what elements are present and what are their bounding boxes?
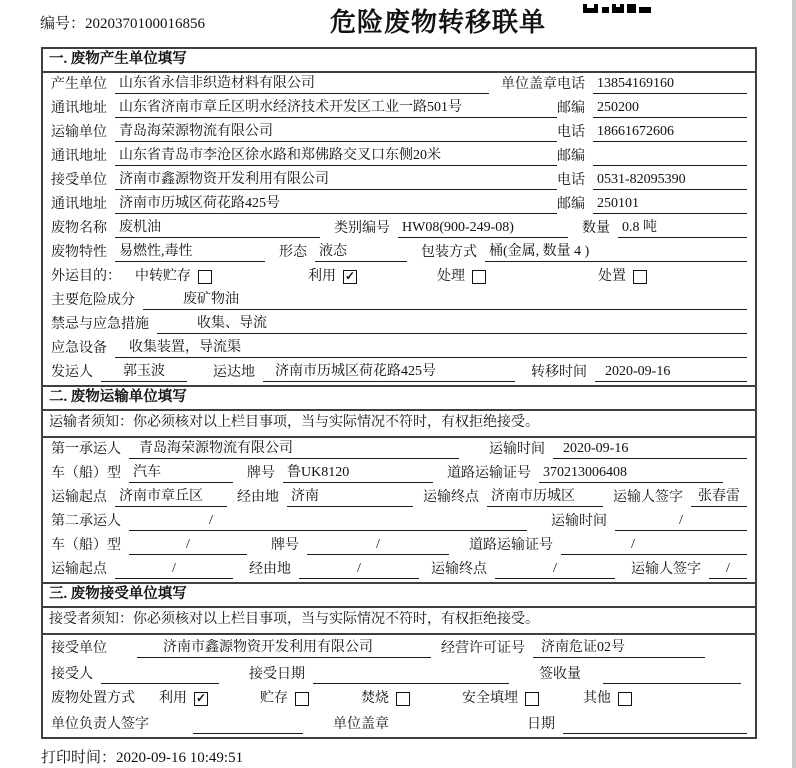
doc-number <box>40 12 205 33</box>
carrier2-vehicle-label: 车（船）型 <box>51 538 121 553</box>
section1-header: 一. 废物产生单位填写 <box>43 49 755 73</box>
row-equipment <box>43 337 755 361</box>
taboo-label: 禁忌与应急措施 <box>51 317 149 332</box>
waste-name-label: 废物名称 <box>51 221 107 236</box>
purpose-treat-checkbox <box>472 270 486 284</box>
disposal-burn-checkbox <box>396 692 410 706</box>
carrier1-sign-value: 张春雷 <box>691 488 747 507</box>
disposal-use-checkbox: ✓ <box>195 692 207 705</box>
section3-notice: 接受者须知：你必须核对以上栏目事项，当与实际情况不符时，有权拒绝接受。 <box>43 608 755 635</box>
receiver-zip-label: 邮编 <box>557 197 585 212</box>
carrier2-license-value: / <box>561 536 747 555</box>
disposal-other-checkbox <box>618 692 632 706</box>
purpose-transfer-label: 中转贮存 <box>135 269 191 284</box>
carrier2-end-value: / <box>495 560 615 579</box>
equipment-value: 收集装置，导流渠 <box>115 339 747 358</box>
carrier1-plate-value: 鲁UK8120 <box>283 464 433 483</box>
carrier1-via-label: 经由地 <box>237 490 279 505</box>
row-producer <box>43 73 755 97</box>
purpose-use-label: 利用 <box>308 269 336 284</box>
row-hazard <box>43 289 755 313</box>
category-label: 类别编号 <box>334 221 390 236</box>
carrier1-vehicle-value: 汽车 <box>129 464 233 483</box>
shipper-label: 发运人 <box>51 365 93 380</box>
form-value: 液态 <box>315 243 407 262</box>
carrier2-sign-value: / <box>709 560 747 579</box>
receiver-label: 接受单位 <box>51 173 107 188</box>
dest-value: 济南市历城区荷花路425号 <box>263 363 515 382</box>
carrier2-via-label: 经由地 <box>249 562 291 577</box>
carrier1-time-label: 运输时间 <box>489 442 545 457</box>
disposal-store-label: 贮存 <box>260 691 288 706</box>
carrier1-plate-label: 牌号 <box>247 466 275 481</box>
row-waste-trait <box>43 241 755 265</box>
carrier1-origin-value: 济南市章丘区 <box>115 488 227 507</box>
disposal-landfill-checkbox <box>525 692 539 706</box>
producer-seal-label: 单位盖章 <box>501 77 557 92</box>
doc-number-value: 2020370100016856 <box>85 16 206 32</box>
receiver-phone-label: 电话 <box>557 173 585 188</box>
section3-header: 三. 废物接受单位填写 <box>43 582 755 608</box>
producer-phone-label: 电话 <box>557 77 585 92</box>
receiver-value: 济南市鑫源物资开发利用有限公司 <box>115 171 557 190</box>
transporter-label: 运输单位 <box>51 125 107 140</box>
accept-date-label: 接受日期 <box>249 667 305 682</box>
transporter-phone-value: 18661672606 <box>593 123 747 142</box>
row-transporter <box>43 121 755 145</box>
purpose-option-transfer <box>135 268 212 286</box>
taboo-value: 收集、导流 <box>157 315 747 334</box>
receiver-zip-value: 250101 <box>593 195 747 214</box>
permit-value: 济南危证02号 <box>533 639 705 658</box>
row-accept-unit <box>43 635 755 661</box>
packing-value: 桶(金属, 数量 4 ) <box>485 243 747 262</box>
row-carrier1-route <box>43 486 755 510</box>
accept-unit-label: 接受单位 <box>51 641 107 656</box>
transporter-zip-label: 邮编 <box>557 149 585 164</box>
shipper-value: 郭玉波 <box>101 363 187 382</box>
receiver-addr-value: 济南市历城区荷花路425号 <box>115 195 557 214</box>
disposal-other-label: 其他 <box>583 691 611 706</box>
carrier1-time-value: 2020-09-16 <box>553 440 747 459</box>
carrier1-license-label: 道路运输证号 <box>447 466 531 481</box>
carrier2-sign-label: 运输人签字 <box>631 562 701 577</box>
received-qty-label: 签收量 <box>539 667 581 682</box>
disposal-option-store <box>260 690 309 708</box>
quantity-label: 数量 <box>582 221 610 236</box>
carrier2-origin-value: / <box>115 560 233 579</box>
carrier1-vehicle-label: 车（船）型 <box>51 466 121 481</box>
row-carrier2-route <box>43 558 755 582</box>
disposal-store-checkbox <box>295 692 309 706</box>
manifest-form <box>41 47 757 739</box>
page-title: 危险废物转移联单 <box>330 8 547 37</box>
row-receiver-address <box>43 193 755 217</box>
row-disposal <box>43 687 755 711</box>
carrier2-plate-value: / <box>307 536 449 555</box>
dest-label: 运达地 <box>213 365 255 380</box>
producer-zip-label: 邮编 <box>557 101 585 116</box>
transfer-time-label: 转移时间 <box>531 365 587 380</box>
qr-code-fragment <box>583 0 653 18</box>
carrier2-origin-label: 运输起点 <box>51 562 107 577</box>
print-time-label: 打印时间： <box>41 750 117 766</box>
equipment-label: 应急设备 <box>51 341 107 356</box>
purpose-dispose-checkbox <box>633 270 647 284</box>
disposal-option-use <box>159 690 208 708</box>
unit-seal-label: 单位盖章 <box>333 717 389 732</box>
acceptor-label: 接受人 <box>51 667 93 682</box>
section2-header: 二. 废物运输单位填写 <box>43 385 755 411</box>
carrier2-label: 第二承运人 <box>51 514 121 529</box>
hazard-label: 主要危险成分 <box>51 293 135 308</box>
carrier2-time-value: / <box>615 512 747 531</box>
transporter-addr-value: 山东省青岛市李沧区徐水路和郑佛路交叉口东侧20米 <box>115 147 557 166</box>
row-waste-name <box>43 217 755 241</box>
quantity-value: 0.8 吨 <box>618 219 747 238</box>
hazard-value: 废矿物油 <box>143 291 747 310</box>
transporter-addr-label: 通讯地址 <box>51 149 107 164</box>
producer-phone-value: 13854169160 <box>593 75 747 94</box>
page-edge-strip <box>792 0 796 768</box>
row-taboo <box>43 313 755 337</box>
producer-value: 山东省永信非织造材料有限公司 <box>115 75 489 94</box>
carrier2-plate-label: 牌号 <box>271 538 299 553</box>
print-time-value: 2020-09-16 10:49:51 <box>116 750 244 766</box>
carrier1-origin-label: 运输起点 <box>51 490 107 505</box>
row-carrier1-vehicle <box>43 462 755 486</box>
disposal-label: 废物处置方式 <box>51 691 135 706</box>
accept-date-value <box>313 666 509 684</box>
received-qty-value <box>603 666 741 684</box>
row-receiver <box>43 169 755 193</box>
disposal-option-other <box>583 690 632 708</box>
carrier1-value: 青岛海荣源物流有限公司 <box>129 440 459 459</box>
carrier2-vehicle-value: / <box>129 536 247 555</box>
transporter-zip-value <box>593 148 747 166</box>
purpose-transfer-checkbox <box>198 270 212 284</box>
head-sign-value <box>193 716 303 734</box>
print-time <box>41 746 243 767</box>
disposal-use-label: 利用 <box>159 691 187 706</box>
purpose-option-use <box>308 268 357 286</box>
receiver-phone-value: 0531-82095390 <box>593 171 747 190</box>
accept-unit-value: 济南市鑫源物资开发利用有限公司 <box>137 639 431 658</box>
acceptor-value <box>101 666 219 684</box>
disposal-option-burn <box>361 690 410 708</box>
row-acceptor <box>43 661 755 687</box>
row-producer-address <box>43 97 755 121</box>
purpose-treat-label: 处理 <box>437 269 465 284</box>
carrier1-via-value: 济南 <box>287 488 413 507</box>
packing-label: 包装方式 <box>421 245 477 260</box>
purpose-option-treat <box>437 268 486 286</box>
purpose-label: 外运目的： <box>51 269 121 284</box>
carrier1-end-label: 运输终点 <box>423 490 479 505</box>
transporter-phone-label: 电话 <box>557 125 585 140</box>
waste-name-value: 废机油 <box>115 219 320 238</box>
doc-number-label: 编号： <box>40 16 86 32</box>
carrier1-end-value: 济南市历城区 <box>487 488 603 507</box>
transporter-value: 青岛海荣源物流有限公司 <box>115 123 557 142</box>
trait-label: 废物特性 <box>51 245 107 260</box>
purpose-option-dispose <box>598 268 647 286</box>
disposal-landfill-label: 安全填埋 <box>462 691 518 706</box>
carrier1-label: 第一承运人 <box>51 442 121 457</box>
row-purpose <box>43 265 755 289</box>
disposal-burn-label: 焚烧 <box>361 691 389 706</box>
head-sign-label: 单位负责人签字 <box>51 717 149 732</box>
carrier2-end-label: 运输终点 <box>431 562 487 577</box>
carrier2-time-label: 运输时间 <box>551 514 607 529</box>
section2-notice: 运输者须知：你必须核对以上栏目事项，当与实际情况不符时，有权拒绝接受。 <box>43 411 755 438</box>
carrier1-sign-label: 运输人签字 <box>613 490 683 505</box>
date-label: 日期 <box>527 717 555 732</box>
trait-value: 易燃性,毒性 <box>115 243 265 262</box>
producer-addr-value: 山东省济南市章丘区明水经济技术开发区工业一路501号 <box>115 99 557 118</box>
carrier2-value: / <box>129 512 527 531</box>
carrier2-license-label: 道路运输证号 <box>469 538 553 553</box>
row-carrier1 <box>43 438 755 462</box>
row-transporter-address <box>43 145 755 169</box>
disposal-option-landfill <box>462 690 539 708</box>
row-head-sign <box>43 711 755 737</box>
permit-label: 经营许可证号 <box>441 641 525 656</box>
carrier2-via-value: / <box>299 560 419 579</box>
producer-label: 产生单位 <box>51 77 107 92</box>
row-carrier2-vehicle <box>43 534 755 558</box>
row-carrier2 <box>43 510 755 534</box>
receiver-addr-label: 通讯地址 <box>51 197 107 212</box>
transfer-time-value: 2020-09-16 <box>595 363 747 382</box>
category-value: HW08(900-249-08) <box>398 219 568 238</box>
producer-addr-label: 通讯地址 <box>51 101 107 116</box>
producer-zip-value: 250200 <box>593 99 747 118</box>
carrier1-license-value: 370213006408 <box>539 464 723 483</box>
form-label: 形态 <box>279 245 307 260</box>
purpose-dispose-label: 处置 <box>598 269 626 284</box>
purpose-use-checkbox: ✓ <box>344 270 356 283</box>
date-value <box>563 716 747 734</box>
row-shipper <box>43 361 755 385</box>
